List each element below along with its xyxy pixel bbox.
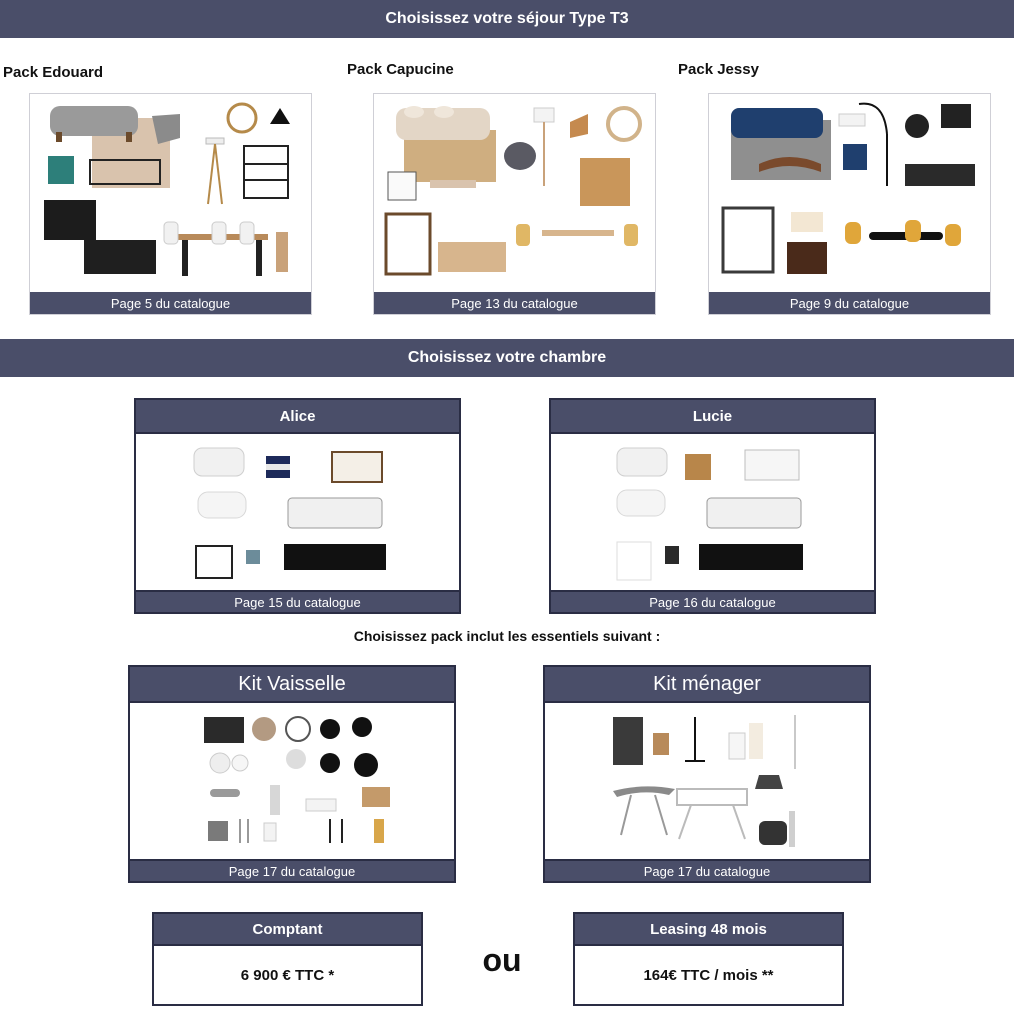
bedroom-lucie-caption: Page 16 du catalogue [551, 590, 874, 612]
living-section-banner [0, 0, 1014, 38]
bedroom-alice-title: Alice [136, 400, 459, 434]
pack-edouard-title: Pack Edouard [3, 64, 104, 81]
pack-jessy-card[interactable] [708, 93, 991, 315]
essentials-heading: Choisissez pack inclut les essentiels suivant : [353, 628, 661, 644]
kit-vaisselle-title: Kit Vaisselle [130, 667, 454, 703]
kit-menager-caption: Page 17 du catalogue [545, 859, 869, 881]
bedroom-lucie-title: Lucie [551, 400, 874, 434]
pack-edouard-moodboard [30, 94, 311, 292]
price-separator: ou [482, 942, 522, 978]
price-cash-label: Comptant [154, 914, 421, 946]
price-cash-card[interactable] [152, 912, 423, 1006]
pack-capucine-card[interactable] [373, 93, 656, 315]
bedroom-alice-caption: Page 15 du catalogue [136, 590, 459, 612]
price-cash-value: 6 900 € TTC * [240, 966, 335, 984]
pack-edouard-card[interactable] [29, 93, 312, 315]
pack-edouard-caption: Page 5 du catalogue [30, 292, 311, 314]
pack-capucine-caption: Page 13 du catalogue [374, 292, 655, 314]
kit-menager-card[interactable] [543, 665, 871, 883]
bedroom-alice-card[interactable] [134, 398, 461, 614]
kit-vaisselle-card[interactable] [128, 665, 456, 883]
pack-capucine-moodboard [374, 94, 655, 292]
bedroom-section-banner [0, 339, 1014, 377]
pack-capucine-title: Pack Capucine [347, 61, 454, 78]
kit-menager-title: Kit ménager [545, 667, 869, 703]
bedroom-lucie-moodboard [551, 434, 874, 588]
kit-menager-moodboard [545, 703, 869, 857]
bedroom-alice-moodboard [136, 434, 459, 588]
price-leasing-value: 164€ TTC / mois ** [643, 966, 774, 984]
price-leasing-label: Leasing 48 mois [575, 914, 842, 946]
pack-jessy-caption: Page 9 du catalogue [709, 292, 990, 314]
price-leasing-card[interactable] [573, 912, 844, 1006]
bedroom-section-title: Choisissez votre chambre [407, 349, 607, 366]
kit-vaisselle-caption: Page 17 du catalogue [130, 859, 454, 881]
pack-jessy-title: Pack Jessy [678, 61, 759, 78]
pack-jessy-moodboard [709, 94, 990, 292]
living-section-title: Choisissez votre séjour Type T3 [385, 10, 629, 27]
kit-vaisselle-moodboard [130, 703, 454, 857]
bedroom-lucie-card[interactable] [549, 398, 876, 614]
